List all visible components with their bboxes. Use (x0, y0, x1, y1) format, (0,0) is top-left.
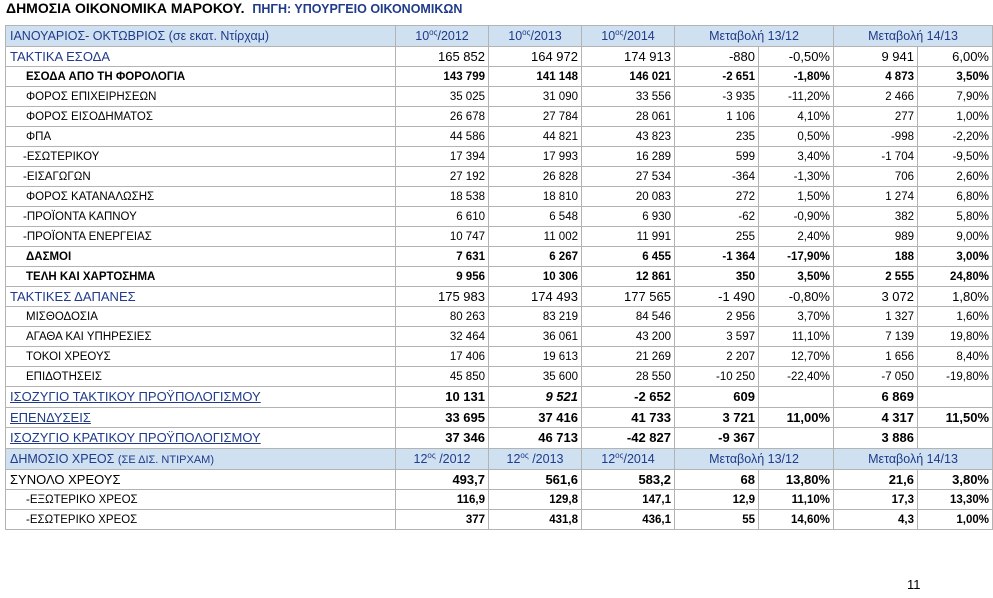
row-value: -1 704 (834, 147, 918, 167)
row-value: -0,90% (759, 207, 834, 227)
row-value: -3 935 (675, 87, 759, 107)
row-value: -1,80% (759, 67, 834, 87)
row-value: 12,9 (675, 490, 759, 510)
row-label: ΦΠΑ (6, 127, 396, 147)
row-value: 3 597 (675, 327, 759, 347)
table-row (6, 490, 993, 510)
row-label: -ΕΣΩΤΕΡΙΚΟ ΧΡΕΟΣ (6, 510, 396, 530)
row-value: 7 139 (834, 327, 918, 347)
row-label: ΤΟΚΟΙ ΧΡΕΟΥΣ (6, 347, 396, 367)
row-value: 4,10% (759, 107, 834, 127)
row-value: 8,40% (918, 347, 993, 367)
row-value: -11,20% (759, 87, 834, 107)
row-value: 175 983 (396, 287, 489, 307)
row-value: 3,80% (918, 469, 993, 490)
row-value: 11,00% (759, 407, 834, 428)
row-value: 706 (834, 167, 918, 187)
finance-table (5, 25, 993, 530)
row-value: 17 394 (396, 147, 489, 167)
header-col-2013: $10^{o\varsigma}/2013$ (489, 26, 582, 47)
row-value: -22,40% (759, 367, 834, 387)
title-main: ΔΗΜΟΣΙΑ ΟΙΚΟΝΟΜΙΚΑ ΜΑΡΟΚΟΥ. (6, 0, 245, 16)
row-value: 19 613 (489, 347, 582, 367)
row-value: 493,7 (396, 469, 489, 490)
row-value: 6,80% (918, 187, 993, 207)
row-value: 1,00% (918, 510, 993, 530)
row-value: -17,90% (759, 247, 834, 267)
row-value: 28 550 (582, 367, 675, 387)
row-value: 3,50% (759, 267, 834, 287)
table-row (6, 247, 993, 267)
row-value: 129,8 (489, 490, 582, 510)
row-value: 3 072 (834, 287, 918, 307)
row-value: 6 610 (396, 207, 489, 227)
row-label: ΙΣΟΖΥΓΙΟ ΚΡΑΤΙΚΟΥ ΠΡΟΫΠΟΛΟΓΙΣΜΟΥ (6, 428, 396, 449)
row-value: 377 (396, 510, 489, 530)
table-row (6, 227, 993, 247)
row-value: 33 695 (396, 407, 489, 428)
row-value: 14,60% (759, 510, 834, 530)
row-value: -1 490 (675, 287, 759, 307)
header-row-debt (6, 448, 993, 469)
row-value: 43 200 (582, 327, 675, 347)
row-label: ΤΑΚΤΙΚΑ ΕΣΟΔΑ (6, 47, 396, 67)
row-value: 0,50% (759, 127, 834, 147)
row-value: 83 219 (489, 307, 582, 327)
row-value: 9 521 (489, 387, 582, 408)
row-value: -42 827 (582, 428, 675, 449)
row-value: 1 106 (675, 107, 759, 127)
row-value: -9 367 (675, 428, 759, 449)
row-value: -0,80% (759, 287, 834, 307)
row-value: 16 289 (582, 147, 675, 167)
row-value: -2,20% (918, 127, 993, 147)
row-value: 2 207 (675, 347, 759, 367)
row-value: -364 (675, 167, 759, 187)
row-value: 33 556 (582, 87, 675, 107)
row-label: ΕΠΙΔΟΤΗΣΕΙΣ (6, 367, 396, 387)
row-value: 26 678 (396, 107, 489, 127)
row-label: -ΕΣΩΤΕΡΙΚΟΥ (6, 147, 396, 167)
row-value: 80 263 (396, 307, 489, 327)
table-row (6, 147, 993, 167)
row-value: 583,2 (582, 469, 675, 490)
row-value: 20 083 (582, 187, 675, 207)
row-value: 17 993 (489, 147, 582, 167)
page-title (6, 0, 462, 18)
header-period-label: ΙΑΝΟΥΑΡΙΟΣ- ΟΚΤΩΒΡΙΟΣ (σε εκατ. Ντίρχαμ) (6, 26, 396, 47)
row-label: ΕΠΕΝΔΥΣΕΙΣ (6, 407, 396, 428)
row-value: 255 (675, 227, 759, 247)
row-value: -62 (675, 207, 759, 227)
row-value: 45 850 (396, 367, 489, 387)
table-row (6, 167, 993, 187)
row-label: -ΕΞΩΤΕΡΙΚΟ ΧΡΕΟΣ (6, 490, 396, 510)
row-value: 35 600 (489, 367, 582, 387)
row-value: 68 (675, 469, 759, 490)
row-value: 6,00% (918, 47, 993, 67)
row-value: 6 455 (582, 247, 675, 267)
row-value: 41 733 (582, 407, 675, 428)
row-value: 9 941 (834, 47, 918, 67)
table-row (6, 407, 993, 428)
table-row (6, 347, 993, 367)
row-value: 1 274 (834, 187, 918, 207)
header-debt-label: ΔΗΜΟΣΙΟ ΧΡΕΟΣ (ΣΕ ΔΙΣ. ΝΤΙΡΧΑΜ) (6, 448, 396, 469)
header-col-2012: $10^{o\varsigma}/2012$ (396, 26, 489, 47)
row-label: ΜΙΣΘΟΔΟΣΙΑ (6, 307, 396, 327)
row-value: 27 534 (582, 167, 675, 187)
row-value: -0,50% (759, 47, 834, 67)
row-value: 9,00% (918, 227, 993, 247)
row-value: 11,10% (759, 327, 834, 347)
row-value: 43 823 (582, 127, 675, 147)
row-value: 146 021 (582, 67, 675, 87)
row-value: -9,50% (918, 147, 993, 167)
row-value: 13,30% (918, 490, 993, 510)
row-value: 382 (834, 207, 918, 227)
row-value: 143 799 (396, 67, 489, 87)
row-value: 26 828 (489, 167, 582, 187)
row-value: 13,80% (759, 469, 834, 490)
row-value: 11 002 (489, 227, 582, 247)
row-value: 1,80% (918, 287, 993, 307)
table-row (6, 107, 993, 127)
row-value: 10 747 (396, 227, 489, 247)
row-value: 3,40% (759, 147, 834, 167)
row-value: -19,80% (918, 367, 993, 387)
row-value: 37 416 (489, 407, 582, 428)
header-change-14-13: Μεταβολή 14/13 (834, 448, 993, 469)
row-value: 188 (834, 247, 918, 267)
row-value (918, 428, 993, 449)
row-value: 147,1 (582, 490, 675, 510)
row-value: 989 (834, 227, 918, 247)
row-value: 2 466 (834, 87, 918, 107)
row-value: 165 852 (396, 47, 489, 67)
row-value: -998 (834, 127, 918, 147)
header-row-revenue (6, 26, 993, 47)
row-value: 561,6 (489, 469, 582, 490)
header-change-13-12: Μεταβολή 13/12 (675, 448, 834, 469)
header-col-2012: $12^{o\varsigma}$ /2012 (396, 448, 489, 469)
row-value: -880 (675, 47, 759, 67)
row-value: 3 721 (675, 407, 759, 428)
row-value: 19,80% (918, 327, 993, 347)
row-value (918, 387, 993, 408)
row-value: 21,6 (834, 469, 918, 490)
header-change-14-13: Μεταβολή 14/13 (834, 26, 993, 47)
row-label: -ΠΡΟΪΟΝΤΑ ΚΑΠΝΟΥ (6, 207, 396, 227)
row-value: 164 972 (489, 47, 582, 67)
table-row (6, 428, 993, 449)
row-value: 18 538 (396, 187, 489, 207)
row-value: 31 090 (489, 87, 582, 107)
row-value: 18 810 (489, 187, 582, 207)
row-value: 436,1 (582, 510, 675, 530)
row-value: 2 956 (675, 307, 759, 327)
row-value: 431,8 (489, 510, 582, 530)
row-value: 3,00% (918, 247, 993, 267)
row-value (759, 428, 834, 449)
row-value: -7 050 (834, 367, 918, 387)
row-value: 5,80% (918, 207, 993, 227)
row-value: 116,9 (396, 490, 489, 510)
row-value: 27 192 (396, 167, 489, 187)
row-value: 10 131 (396, 387, 489, 408)
row-value: 9 956 (396, 267, 489, 287)
row-value: 12 861 (582, 267, 675, 287)
row-value: 350 (675, 267, 759, 287)
row-value: 24,80% (918, 267, 993, 287)
row-value: 177 565 (582, 287, 675, 307)
row-value (759, 387, 834, 408)
row-value: -1,30% (759, 167, 834, 187)
row-value: 4 873 (834, 67, 918, 87)
row-label: ΑΓΑΘΑ ΚΑΙ ΥΠΗΡΕΣΙΕΣ (6, 327, 396, 347)
title-source: ΠΗΓΗ: ΥΠΟΥΡΓΕΙΟ ΟΙΚΟΝΟΜΙΚΩΝ (252, 2, 463, 16)
row-value: 17 406 (396, 347, 489, 367)
row-value: 37 346 (396, 428, 489, 449)
table-row (6, 207, 993, 227)
row-value: 1,00% (918, 107, 993, 127)
row-value: 1 327 (834, 307, 918, 327)
table-row (6, 327, 993, 347)
row-value: 235 (675, 127, 759, 147)
row-value: 6 548 (489, 207, 582, 227)
row-label: ΙΣΟΖΥΓΙΟ ΤΑΚΤΙΚΟΥ ΠΡΟΫΠΟΛΟΓΙΣΜΟΥ (6, 387, 396, 408)
row-value: 2,60% (918, 167, 993, 187)
row-value: 2 555 (834, 267, 918, 287)
header-col-2013: $12^{o\varsigma}$ /2013 (489, 448, 582, 469)
row-value: 277 (834, 107, 918, 127)
row-label: ΦΟΡΟΣ ΕΠΙΧΕΙΡΗΣΕΩΝ (6, 87, 396, 107)
row-value: 35 025 (396, 87, 489, 107)
row-value: 21 269 (582, 347, 675, 367)
table-row (6, 307, 993, 327)
row-value: 36 061 (489, 327, 582, 347)
row-label: -ΠΡΟΪΟΝΤΑ ΕΝΕΡΓΕΙΑΣ (6, 227, 396, 247)
table-row (6, 510, 993, 530)
row-value: 84 546 (582, 307, 675, 327)
row-value: 46 713 (489, 428, 582, 449)
row-label: ΣΥΝΟΛΟ ΧΡΕΟΥΣ (6, 469, 396, 490)
row-value: -2 651 (675, 67, 759, 87)
row-value: 27 784 (489, 107, 582, 127)
row-value: 44 821 (489, 127, 582, 147)
row-label: ΔΑΣΜΟΙ (6, 247, 396, 267)
row-label: -ΕΙΣΑΓΩΓΩΝ (6, 167, 396, 187)
row-value: 1,50% (759, 187, 834, 207)
row-value: -2 652 (582, 387, 675, 408)
row-value: 10 306 (489, 267, 582, 287)
row-value: 6 267 (489, 247, 582, 267)
row-value: 174 913 (582, 47, 675, 67)
row-value: 6 869 (834, 387, 918, 408)
header-change-13-12: Μεταβολή 13/12 (675, 26, 834, 47)
table-row (6, 469, 993, 490)
table-row (6, 367, 993, 387)
row-label: ΦΟΡΟΣ ΚΑΤΑΝΑΛΩΣΗΣ (6, 187, 396, 207)
row-value: 2,40% (759, 227, 834, 247)
row-value: 609 (675, 387, 759, 408)
row-value: 32 464 (396, 327, 489, 347)
row-value: 28 061 (582, 107, 675, 127)
row-value: 141 148 (489, 67, 582, 87)
row-value: 1 656 (834, 347, 918, 367)
table-row (6, 47, 993, 67)
row-value: 6 930 (582, 207, 675, 227)
row-value: 4,3 (834, 510, 918, 530)
header-col-2014: $10^{o\varsigma}/2014$ (582, 26, 675, 47)
page-number: 11 (907, 577, 921, 592)
table-row (6, 387, 993, 408)
row-value: 11,10% (759, 490, 834, 510)
row-value: 3 886 (834, 428, 918, 449)
row-value: 17,3 (834, 490, 918, 510)
table-row (6, 87, 993, 107)
row-label: ΦΟΡΟΣ ΕΙΣΟΔΗΜΑΤΟΣ (6, 107, 396, 127)
table-row (6, 267, 993, 287)
table-row (6, 187, 993, 207)
row-value: 1,60% (918, 307, 993, 327)
row-value: 12,70% (759, 347, 834, 367)
row-value: 599 (675, 147, 759, 167)
row-value: 174 493 (489, 287, 582, 307)
row-value: 272 (675, 187, 759, 207)
row-value: 44 586 (396, 127, 489, 147)
row-value: -1 364 (675, 247, 759, 267)
table-row (6, 127, 993, 147)
row-value: 7,90% (918, 87, 993, 107)
row-label: ΤΕΛΗ ΚΑΙ ΧΑΡΤΟΣΗΜΑ (6, 267, 396, 287)
row-value: -10 250 (675, 367, 759, 387)
row-value: 3,50% (918, 67, 993, 87)
table-row (6, 67, 993, 87)
row-label: ΕΣΟΔΑ ΑΠΟ ΤΗ ΦΟΡΟΛΟΓΙΑ (6, 67, 396, 87)
header-col-2014: $12^{o\varsigma}/2014$ (582, 448, 675, 469)
row-value: 11 991 (582, 227, 675, 247)
row-value: 4 317 (834, 407, 918, 428)
row-label: ΤΑΚΤΙΚΕΣ ΔΑΠΑΝΕΣ (6, 287, 396, 307)
row-value: 11,50% (918, 407, 993, 428)
row-value: 7 631 (396, 247, 489, 267)
row-value: 3,70% (759, 307, 834, 327)
table-row (6, 287, 993, 307)
row-value: 55 (675, 510, 759, 530)
